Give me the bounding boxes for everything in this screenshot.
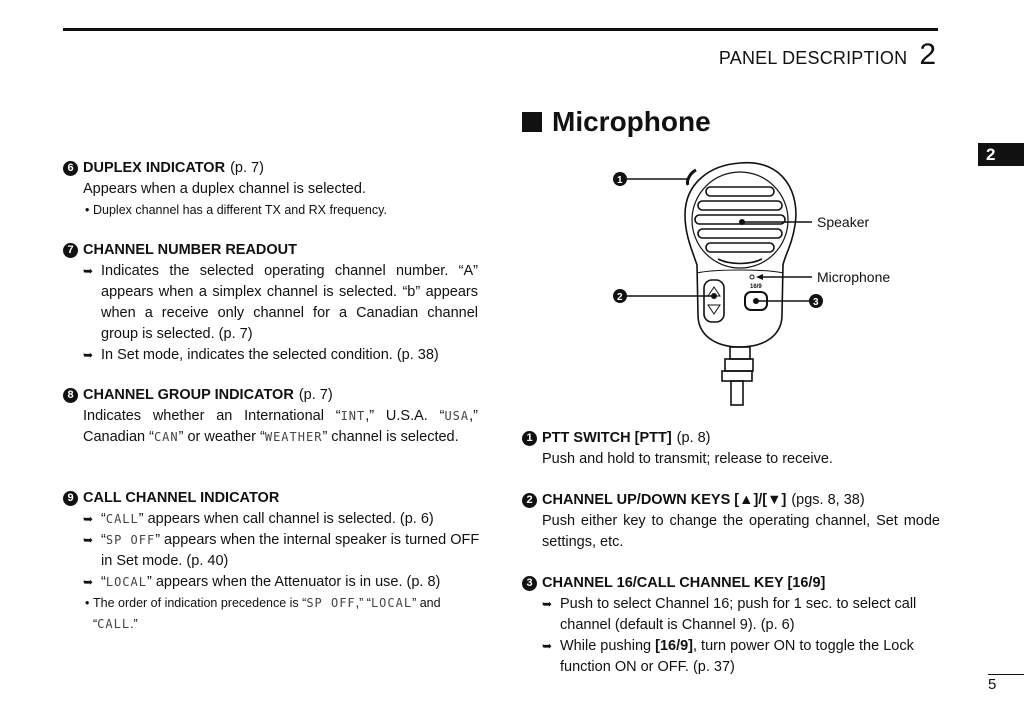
- item-bullet: ➥ “CALL” appears when call channel is selected. (p. 6): [63, 509, 483, 530]
- callout-number: 7: [63, 243, 78, 258]
- text: ” appears when the Attenuator is in use. (p. 8): [146, 574, 441, 590]
- section-title: PANEL DESCRIPTION: [718, 48, 908, 68]
- section-number: 2: [919, 38, 936, 71]
- header-rule: [63, 28, 938, 31]
- item-bullet: ➥ Indicates the selected operating channel number. “A” appears when a simplex channel is selected. “b” appears when a receive only channel for a Canadian channel group is selected. (p. 7): [63, 261, 478, 345]
- callout-number: 1: [522, 431, 537, 446]
- callout-2: 2: [617, 292, 623, 303]
- lcd-text: WEATHER: [264, 430, 323, 444]
- lcd-text: LOCAL: [105, 575, 147, 589]
- speaker-label: Speaker: [817, 214, 870, 230]
- lcd-text: CAN: [153, 430, 179, 444]
- text: ,” Canadian “: [83, 408, 478, 445]
- item-note: [63, 593, 483, 635]
- text: .”: [130, 617, 138, 631]
- item-bullet: [522, 636, 940, 678]
- microphone-heading: [522, 106, 711, 138]
- microphone-label: Microphone: [817, 269, 891, 285]
- item-channel-number-readout: [63, 240, 478, 366]
- page-ref: (p. 7): [298, 387, 333, 403]
- item-title: CHANNEL NUMBER READOUT: [83, 242, 298, 258]
- item-title: DUPLEX INDICATOR: [83, 160, 226, 176]
- item-call-channel-indicator: [63, 488, 483, 635]
- item-bullet: ➥ “SP OFF” appears when the internal speaker is turned OFF in Set mode. (p. 40): [63, 530, 483, 572]
- key-label: 16/9: [750, 284, 762, 290]
- lcd-text: CALL: [105, 512, 139, 526]
- item-title: CHANNEL GROUP INDICATOR: [83, 387, 294, 403]
- item-bullet: ➥ “LOCAL” appears when the Attenuator is in use. (p. 8): [63, 572, 483, 593]
- item-text: Appears when a duplex channel is selected.: [83, 181, 366, 197]
- page-ref: (pgs. 8, 38): [791, 492, 865, 508]
- text: ” appears when call channel is selected. (p. 6): [138, 511, 434, 527]
- text: Indicates whether an International “: [83, 408, 341, 424]
- callout-number: 9: [63, 491, 78, 506]
- page-ref: (p. 8): [676, 430, 711, 446]
- callout-number: 3: [522, 576, 537, 591]
- item-title: CHANNEL 16/CALL CHANNEL KEY [16/9]: [542, 575, 826, 591]
- heading-text: Microphone: [552, 106, 711, 137]
- callout-number: 2: [522, 493, 537, 508]
- text: While pushing: [560, 638, 656, 654]
- item-title: CALL CHANNEL INDICATOR: [83, 490, 280, 506]
- chapter-tab: 2: [978, 143, 1024, 166]
- text: ” and “: [93, 596, 441, 631]
- text: The order of indication precedence is “: [93, 596, 307, 610]
- callout-number: 8: [63, 388, 78, 403]
- item-channel-16-call-key: [522, 573, 940, 678]
- lcd-text: USA: [444, 409, 470, 423]
- item-title: CHANNEL UP/DOWN KEYS [▲]/[▼]: [542, 492, 787, 508]
- key-name: [16/9]: [655, 638, 693, 654]
- lcd-text: SP OFF: [306, 596, 356, 610]
- item-channel-up-down-keys: [522, 490, 940, 553]
- text: , turn power ON to toggle the Lock function ON or OFF. (p. 37): [560, 638, 914, 675]
- item-channel-group-indicator: [63, 385, 478, 448]
- item-ptt-switch: [522, 428, 942, 470]
- callout-3: 3: [813, 297, 819, 308]
- microphone-diagram: [600, 155, 900, 415]
- item-note: • Duplex channel has a different TX and RX frequency.: [63, 200, 483, 221]
- page-header: [719, 40, 936, 70]
- square-bullet-icon: [522, 112, 542, 132]
- footer-rule: [988, 674, 1024, 675]
- item-bullet: ➥ In Set mode, indicates the selected condition. (p. 38): [63, 345, 478, 366]
- text: ” channel is selected.: [322, 429, 459, 445]
- callout-number: 6: [63, 161, 78, 176]
- item-text: [63, 406, 478, 448]
- lcd-text: CALL: [97, 617, 131, 631]
- text: ” appears when the internal speaker is turned OFF in Set mode. (p. 40): [101, 532, 480, 569]
- item-text: Push and hold to transmit; release to receive.: [542, 451, 833, 467]
- lcd-text: INT: [340, 409, 366, 423]
- lcd-text: LOCAL: [370, 596, 413, 610]
- text: ,” U.S.A. “: [365, 408, 445, 424]
- item-bullet: ➥ Push to select Channel 16; push for 1 sec. to select call channel (default is Channel 9). (p. 6): [522, 594, 940, 636]
- callout-1: 1: [617, 175, 623, 186]
- lcd-text: SP OFF: [105, 533, 156, 547]
- item-duplex-indicator: [63, 158, 483, 221]
- page-number: 5: [988, 676, 997, 693]
- text: ” or weather “: [178, 429, 265, 445]
- item-text: Push either key to change the operating channel, Set mode settings, etc.: [542, 513, 940, 550]
- page-ref: (p. 7): [230, 160, 264, 176]
- text: ,” “: [355, 596, 371, 610]
- item-title: PTT SWITCH [PTT]: [542, 430, 672, 446]
